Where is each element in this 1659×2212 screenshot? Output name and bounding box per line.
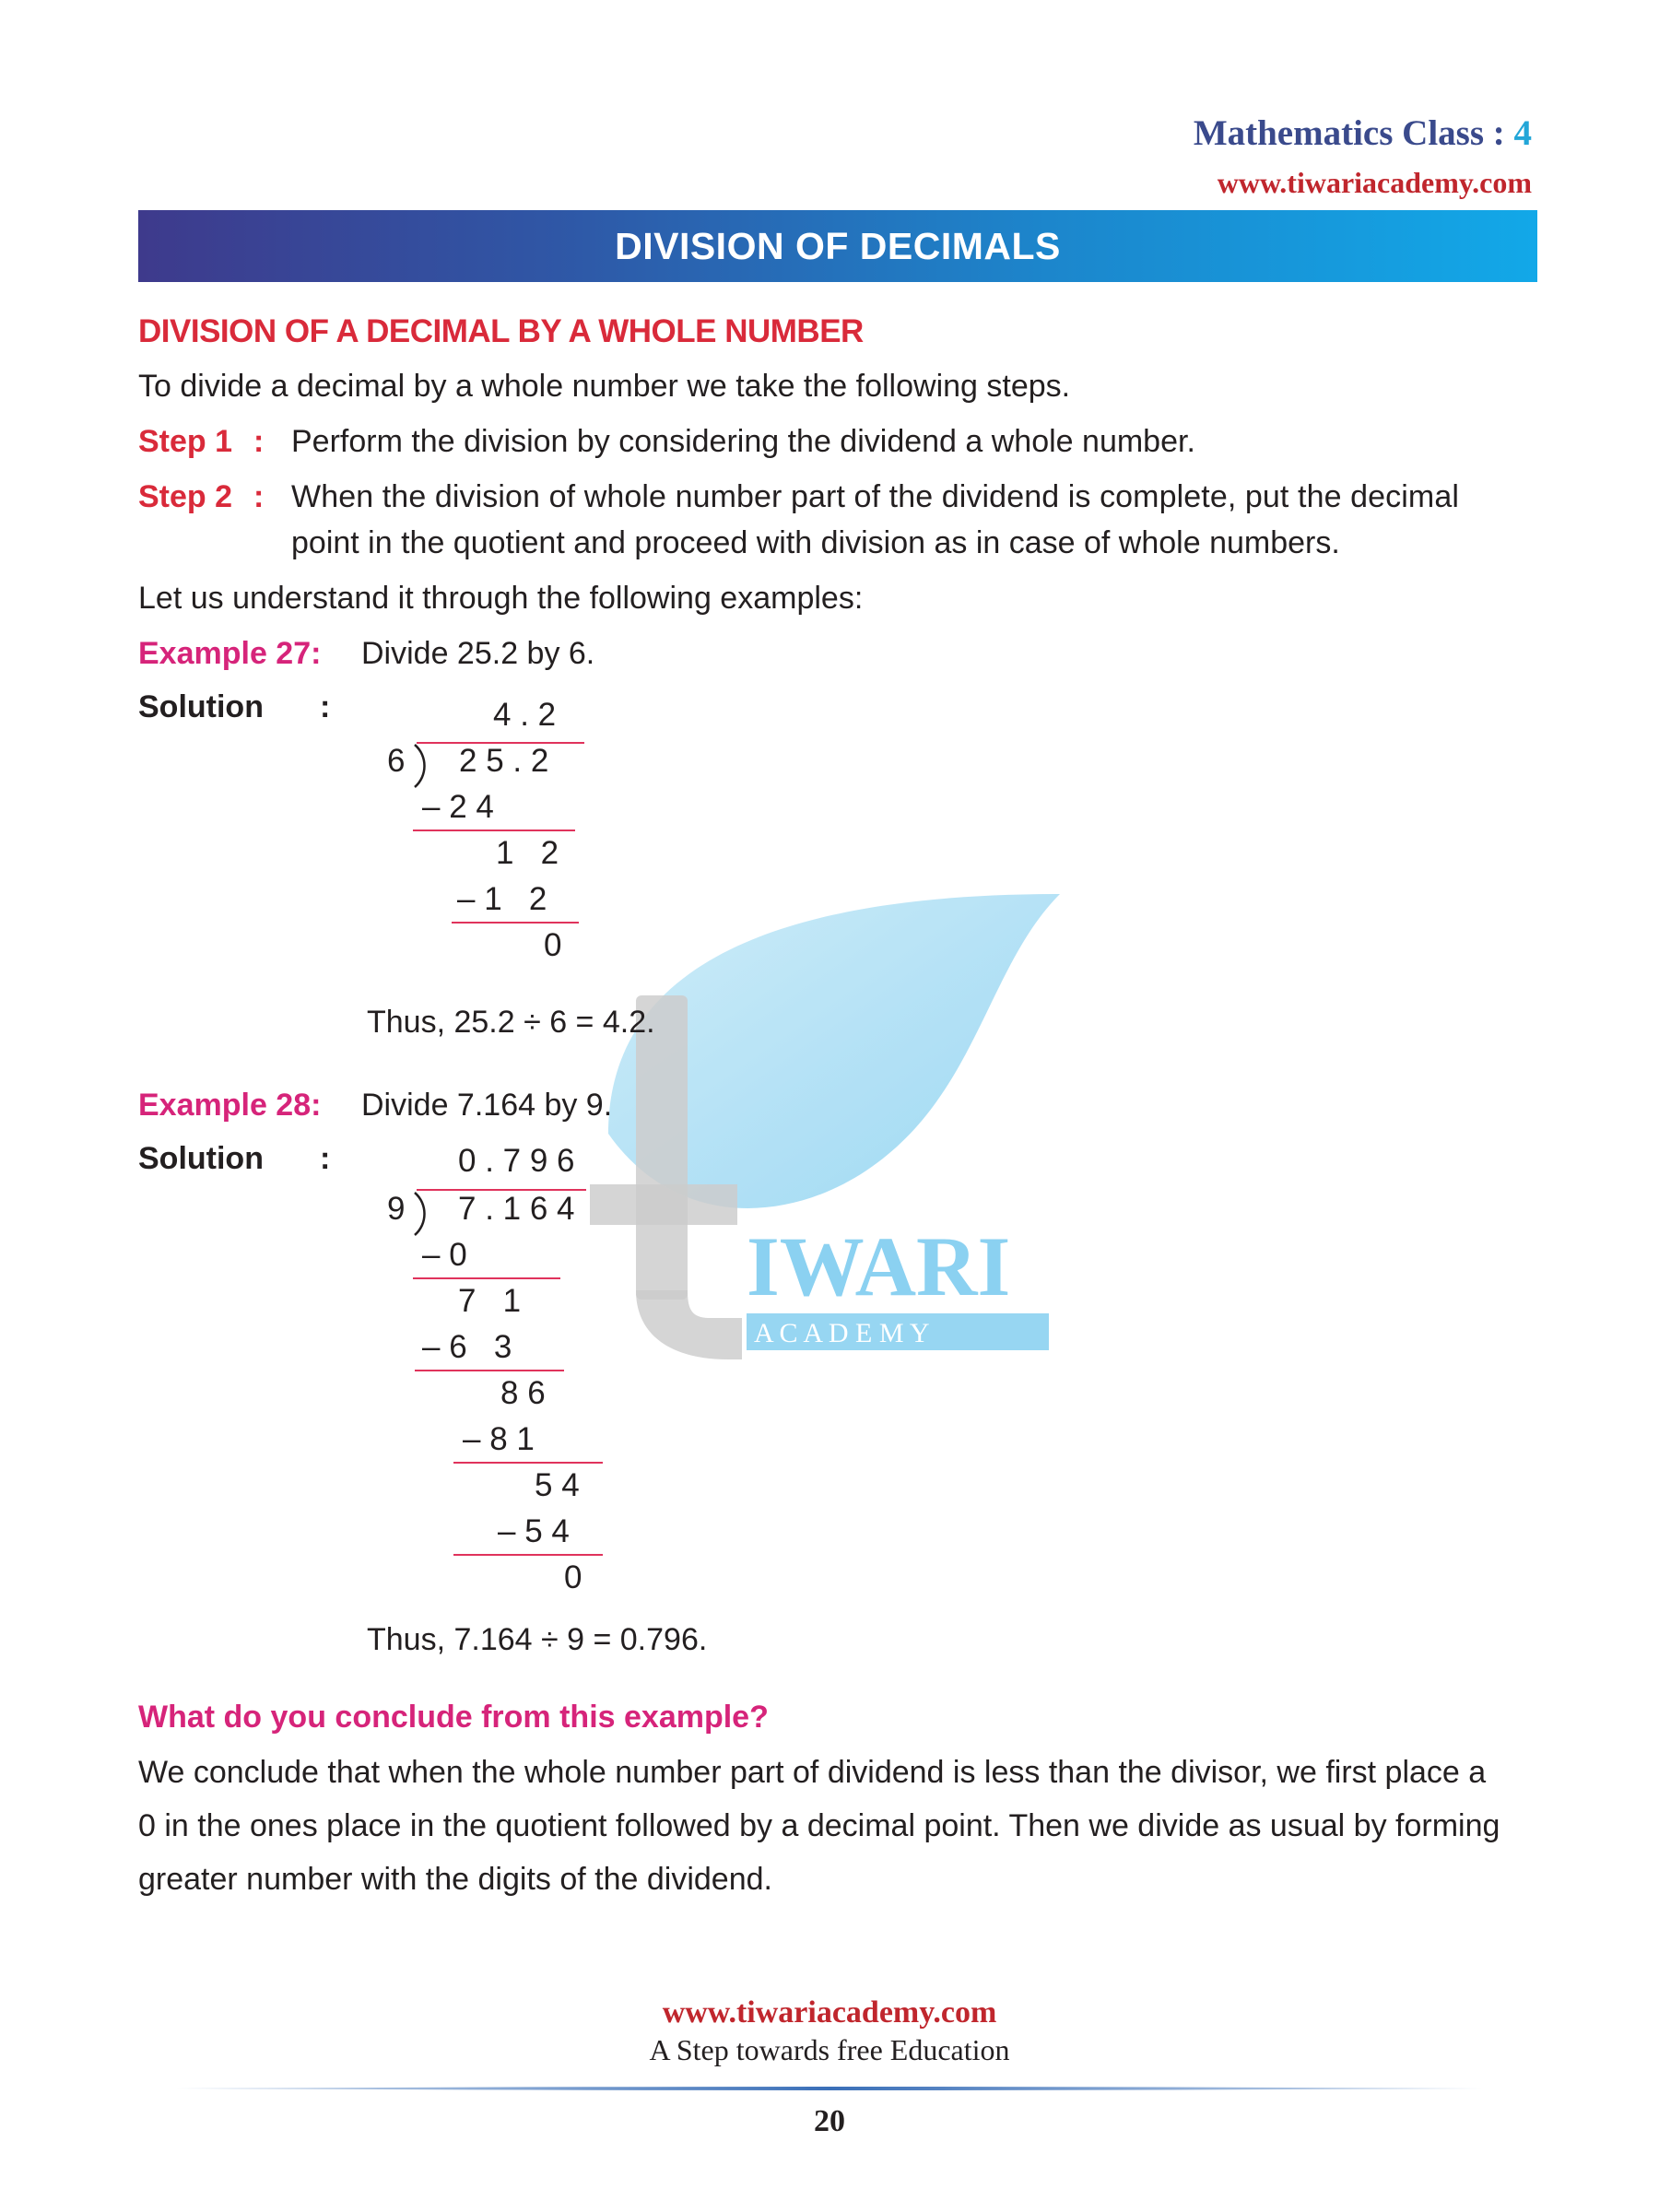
work-line: – 5 4: [498, 1513, 570, 1549]
divisor: 6: [387, 743, 406, 779]
work-line: 7 1: [458, 1283, 522, 1319]
dividend: 2 5 . 2: [459, 743, 549, 779]
conclusion-line-1: We conclude that when the whole number part of dividend is less than the divisor, we first place a: [138, 1755, 1487, 1790]
work-line: – 2 4: [422, 789, 494, 825]
footer-website-link[interactable]: www.tiwariacademy.com: [662, 1995, 997, 2030]
header-website-link[interactable]: www.tiwariacademy.com: [1217, 166, 1532, 199]
step-2-colon: :: [253, 479, 265, 514]
work-line: – 8 1: [463, 1421, 535, 1457]
work-line: 0: [544, 927, 562, 963]
subtraction-rule: [453, 1554, 603, 1556]
step-2-text-line-2: point in the quotient and proceed with division as in case of whole numbers.: [291, 525, 1340, 560]
example-28-conclusion: Thus, 7.164 ÷ 9 = 0.796.: [367, 1622, 708, 1657]
work-line: – 6 3: [422, 1329, 512, 1365]
work-line: 1 2: [496, 835, 559, 871]
subtraction-rule: [415, 1370, 564, 1371]
conclusion-question: What do you conclude from this example?: [138, 1700, 769, 1735]
quotient: 4 . 2: [493, 697, 557, 733]
lead-in-text: Let us understand it through the following examples:: [138, 581, 864, 616]
subtraction-rule: [413, 1277, 560, 1279]
step-1-colon: :: [253, 424, 265, 459]
subject-text: Mathematics Class :: [1193, 113, 1505, 153]
work-line: – 0: [422, 1237, 467, 1273]
banner-title: DIVISION OF DECIMALS: [615, 225, 1061, 267]
example-28-question: Divide 7.164 by 9.: [361, 1088, 613, 1123]
conclusion-line-3: greater number with the digits of the dividend.: [138, 1862, 772, 1897]
intro-text: To divide a decimal by a whole number we take the following steps.: [138, 369, 1071, 404]
example-27-label: Example 27:: [138, 636, 322, 671]
example-28-label: Example 28:: [138, 1088, 322, 1123]
watermark-brand: IWARI: [747, 1219, 1011, 1313]
tiwari-academy-watermark-icon: [590, 857, 1106, 1392]
division-bracket-icon: [411, 1191, 431, 1237]
divisor: 9: [387, 1191, 406, 1227]
section-title: DIVISION OF A DECIMAL BY A WHOLE NUMBER: [138, 313, 864, 349]
work-line: 5 4: [535, 1467, 580, 1503]
step-2-text-line-1: When the division of whole number part of the dividend is complete, put the decimal: [291, 479, 1459, 514]
header-subject: [1194, 112, 1532, 154]
example-27-solution-colon: :: [320, 689, 331, 724]
example-27-question: Divide 25.2 by 6.: [361, 636, 595, 671]
watermark-sub: A C A D E M Y: [754, 1318, 930, 1348]
subtraction-rule: [452, 922, 579, 924]
division-bracket-icon: [411, 743, 431, 789]
work-line: 0: [564, 1559, 582, 1595]
subtraction-rule: [413, 830, 575, 831]
work-line: 8 6: [500, 1375, 546, 1411]
dividend: 7 . 1 6 4: [458, 1191, 575, 1227]
step-1-text: Perform the division by considering the dividend a whole number.: [291, 424, 1195, 459]
example-28-solution-colon: :: [320, 1141, 331, 1176]
footer-tagline: A Step towards free Education: [649, 2033, 1010, 2066]
step-1-label: Step 1: [138, 424, 233, 459]
conclusion-line-2: 0 in the ones place in the quotient followed by a decimal point. Then we divide as usual by forming: [138, 1808, 1500, 1843]
subtraction-rule: [453, 1462, 603, 1464]
class-number: 4: [1513, 113, 1532, 153]
title-banner: [138, 210, 1537, 282]
example-28-solution-label: Solution: [138, 1141, 264, 1176]
quotient: 0 . 7 9 6: [458, 1143, 575, 1179]
example-27-solution-label: Solution: [138, 689, 264, 724]
work-line: – 1 2: [457, 881, 547, 917]
example-27-conclusion: Thus, 25.2 ÷ 6 = 4.2.: [367, 1005, 655, 1040]
footer-divider: [175, 2085, 1484, 2092]
page-number: 20: [814, 2104, 845, 2138]
step-2-label: Step 2: [138, 479, 233, 514]
